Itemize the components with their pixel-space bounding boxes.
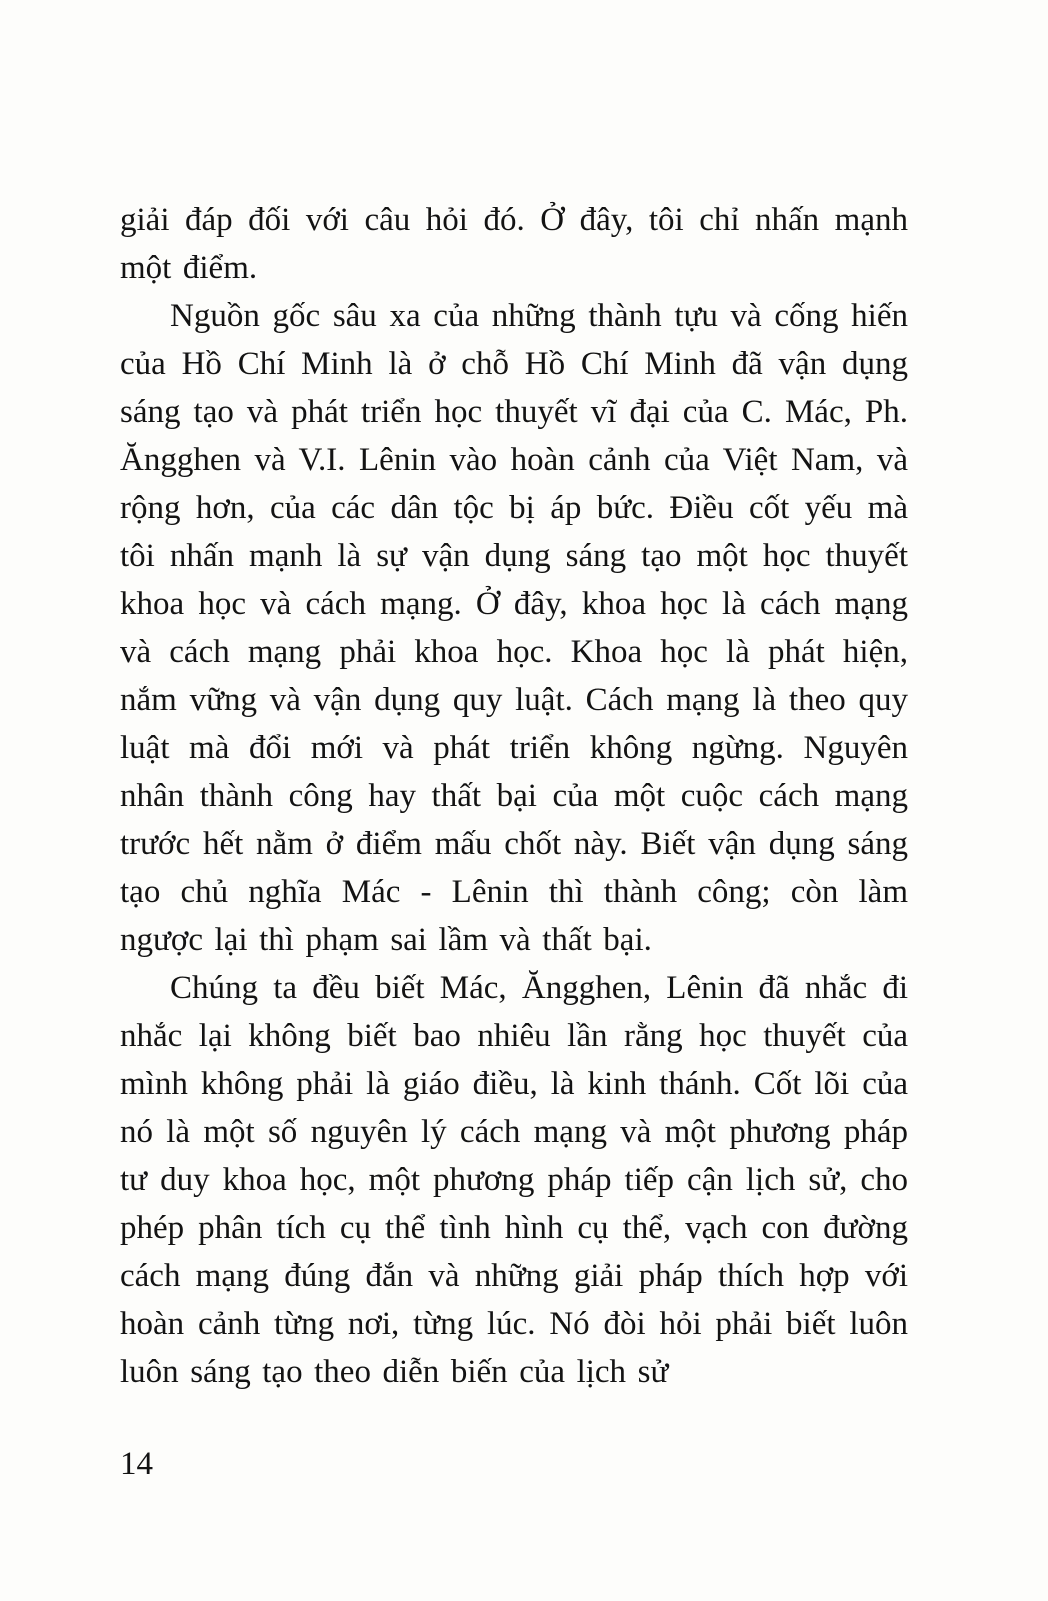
paragraph-body-2: Chúng ta đều biết Mác, Ăngghen, Lênin đã nhắc đi nhắc lại không biết bao nhiêu lần rằng học thuyết của mình không phải là giáo điều, là kinh thánh. Cốt lõi của nó là một số nguyên lý cách mạng và một phương pháp tư duy khoa học, một phương pháp tiếp cận lịch sử, cho phép phân tích cụ thể tình hình cụ thể, vạch con đường cách mạng đúng đắn và những giải pháp thích hợp với hoàn cảnh từng nơi, từng lúc. Nó đòi hỏi phải biết luôn luôn sáng tạo theo diễn biến của lịch sử	[120, 970, 908, 1390]
page-number: 14	[120, 1446, 153, 1482]
paragraph-body-1: Nguồn gốc sâu xa của những thành tựu và cống hiến của Hồ Chí Minh là ở chỗ Hồ Chí Minh đã vận dụng sáng tạo và phát triển học thuyết vĩ đại của C. Mác, Ph. Ăngghen và V.I. Lênin vào hoàn cảnh của Việt Nam, và rộng hơn, của các dân tộc bị áp bức. Điều cốt yếu mà tôi nhấn mạnh là sự vận dụng sáng tạo một học thuyết khoa học và cách mạng. Ở đây, khoa học là cách mạng và cách mạng phải khoa học. Khoa học là phát hiện, nắm vững và vận dụng quy luật. Cách mạng là theo quy luật mà đổi mới và phát triển không ngừng. Nguyên nhân thành công hay thất bại của một cuộc cách mạng trước hết nằm ở điểm mấu chốt này. Biết vận dụng sáng tạo chủ nghĩa Mác - Lênin thì thành công; còn làm ngược lại thì phạm sai lầm và thất bại.	[120, 298, 908, 958]
page-body-text	[120, 196, 908, 1396]
paragraph-continuation: giải đáp đối với câu hỏi đó. Ở đây, tôi chỉ nhấn mạnh một điểm.	[120, 202, 908, 286]
